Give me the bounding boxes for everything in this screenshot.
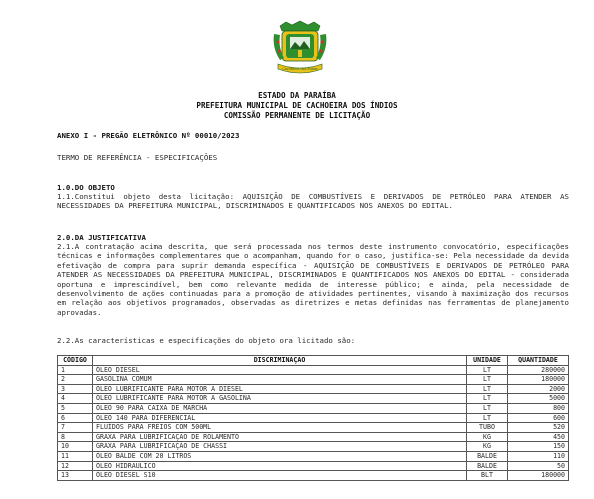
cell-description: ÓLEO 140 PARA DIFERENCIAL (93, 413, 467, 423)
table-row (58, 423, 569, 433)
col-header-code: CÓDIGO (58, 356, 93, 366)
cell-code: 4 (58, 394, 93, 404)
header-commission: COMISSÃO PERMANENTE DE LICITAÇÃO (223, 111, 371, 120)
table-header-row (58, 356, 569, 366)
col-header-quantity: QUANTIDADE (508, 356, 569, 366)
cell-description: ÓLEO LUBRIFICANTE PARA MOTOR A GASOLINA (93, 394, 467, 404)
cell-quantity: 110 (508, 451, 569, 461)
section-1-text: 1.1.Constitui objeto desta licitação: AQUISIÇÃO DE COMBUSTÍVEIS E DERIVADOS DE PETRÓLEO PARA ATENDER AS NECESSIDADES DA PREFEITURA MUNICIPAL, DISCRIMINADOS E QUANTIFICADOS NOS ANEXOS DO EDITAL. (57, 192, 569, 211)
table-row (58, 451, 569, 461)
cell-unit: LT (467, 403, 508, 413)
cell-unit: LT (467, 375, 508, 385)
cell-quantity: 50 (508, 461, 569, 471)
table-row (58, 432, 569, 442)
items-table (57, 355, 569, 481)
cell-quantity: 600 (508, 413, 569, 423)
coat-of-arms-emblem (270, 20, 330, 78)
cell-quantity: 5000 (508, 394, 569, 404)
cell-description: ÓLEO DIESEL S10 (93, 471, 467, 481)
cell-quantity: 150 (508, 442, 569, 452)
table-row (58, 403, 569, 413)
section-2-heading: 2.0.DA JUSTIFICATIVA (57, 233, 146, 242)
crest-banner-text: Cachoeira dos Índios (282, 67, 318, 71)
cell-unit: LT (467, 365, 508, 375)
table-row (58, 461, 569, 471)
cell-description: GASOLINA COMUM (93, 375, 467, 385)
table-row (58, 384, 569, 394)
cell-unit: LT (467, 413, 508, 423)
cell-unit: LT (467, 394, 508, 404)
cell-unit: KG (467, 432, 508, 442)
cell-code: 7 (58, 423, 93, 433)
header-state: ESTADO DA PARAÍBA (258, 91, 336, 100)
cell-description: ÓLEO LUBRIFICANTE PARA MOTOR A DIESEL (93, 384, 467, 394)
cell-code: 13 (58, 471, 93, 481)
table-row (58, 375, 569, 385)
cell-quantity: 520 (508, 423, 569, 433)
cell-description: ÓLEO 90 PARA CAIXA DE MARCHA (93, 403, 467, 413)
cell-description: GRAXA PARA LUBRIFICAÇÃO DE ROLAMENTO (93, 432, 467, 442)
cell-description: ÓLEO HIDRAULICO (93, 461, 467, 471)
cell-quantity: 280000 (508, 365, 569, 375)
header-prefecture: PREFEITURA MUNICIPAL DE CACHOEIRA DOS ÍNDIOS (196, 101, 398, 110)
section-1-heading: 1.0.DO OBJETO (57, 183, 115, 192)
cell-quantity: 2000 (508, 384, 569, 394)
cell-unit: KG (467, 442, 508, 452)
term-title: TERMO DE REFERÊNCIA - ESPECIFICAÇÕES (57, 153, 218, 162)
cell-code: 10 (58, 442, 93, 452)
col-header-unit: UNIDADE (467, 356, 508, 366)
table-row (58, 413, 569, 423)
cell-code: 2 (58, 375, 93, 385)
annex-title: ANEXO I - PREGÃO ELETRÔNICO Nº 00010/2023 (57, 131, 240, 140)
cell-quantity: 180000 (508, 375, 569, 385)
section-2-specs-intro: 2.2.As características e especificações do objeto ora licitado são: (57, 336, 356, 345)
cell-code: 12 (58, 461, 93, 471)
cell-code: 8 (58, 432, 93, 442)
cell-code: 1 (58, 365, 93, 375)
cell-unit: TUBO (467, 423, 508, 433)
cell-unit: LT (467, 384, 508, 394)
cell-description: ÓLEO BALDE COM 20 LITROS (93, 451, 467, 461)
cell-code: 3 (58, 384, 93, 394)
col-header-description: DISCRIMINAÇÃO (93, 356, 467, 366)
table-row (58, 442, 569, 452)
cell-code: 11 (58, 451, 93, 461)
cell-quantity: 450 (508, 432, 569, 442)
cell-code: 6 (58, 413, 93, 423)
cell-description: ÓLEO DIESEL (93, 365, 467, 375)
cell-code: 5 (58, 403, 93, 413)
cell-unit: BALDE (467, 451, 508, 461)
cell-unit: BLT (467, 471, 508, 481)
cell-unit: BALDE (467, 461, 508, 471)
table-row (58, 365, 569, 375)
table-row (58, 471, 569, 481)
cell-description: FLUÍDOS PARA FREIOS COM 500ML (93, 423, 467, 433)
table-row (58, 394, 569, 404)
cell-quantity: 800 (508, 403, 569, 413)
cell-description: GRAXA PARA LUBRIFICAÇÃO DE CHASSI (93, 442, 467, 452)
section-2-justification: 2.1.A contratação acima descrita, que será processada nos termos deste instrumento convocatório, especificações técnicas e informações complementares que o acompanham, quando for o caso, justifica-se: Pela necessidade da devida efetivação de compra para suprir demanda específica - AQUISIÇÃO DE COMBUSTÍVEIS E DERIVADOS DE PETRÓLEO PARA ATENDER AS NECESSIDADES DA PREFEITURA MUNICIPAL, DISCRIMINADOS E QUANTIFICADOS NOS ANEXOS DO EDITAL - considerada oportuna e imprescindível, bem como relevante medida de interesse público; e ainda, pela necessidade de desenvolvimento de ações continuadas para a promoção de atividades pertinentes, visando à maximização dos recursos em relação aos objetivos programados, observadas as diretrizes e metas definidas nas ferramentas de planejamento aprovadas. (57, 242, 569, 317)
cell-quantity: 180000 (508, 471, 569, 481)
